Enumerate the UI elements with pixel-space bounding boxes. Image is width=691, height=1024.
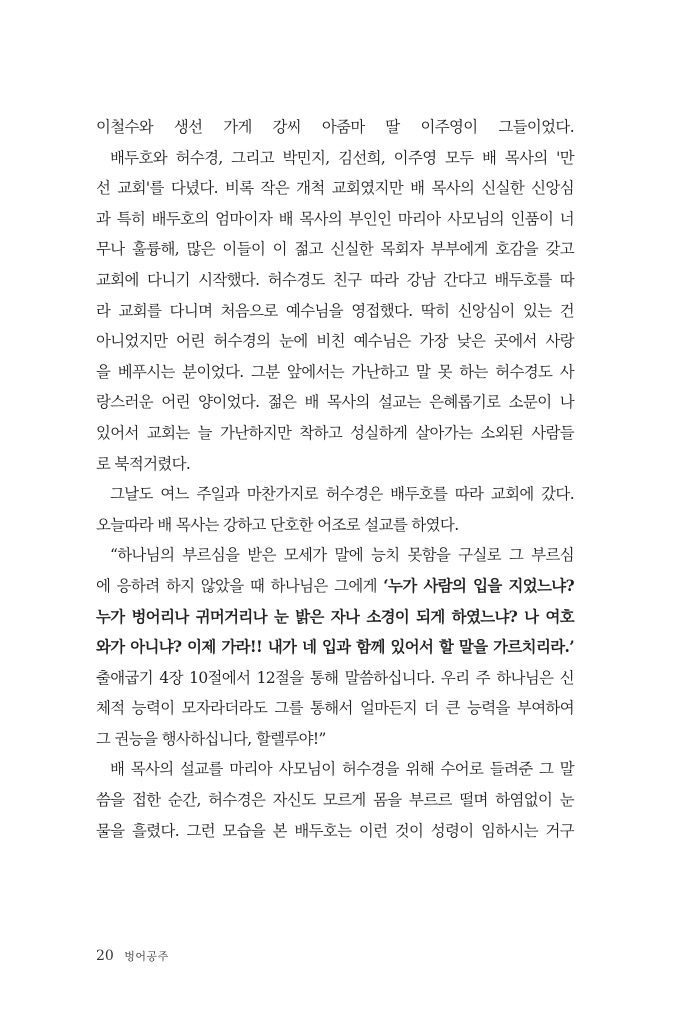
text-line: 랑스러운 어린 양이었다. 젊은 배 목사의 설교는 은혜롭기로 소문이 나 (96, 393, 574, 412)
text-line: 교회에 다니기 시작했다. 허수경도 친구 따라 강남 간다고 배두호를 따 (96, 270, 574, 289)
quote-start-line: “하나님의 부르심을 받은 모세가 말에 능치 못함을 구실로 그 부르심 (110, 546, 574, 565)
text-line: 무나 훌륭해, 많은 이들이 이 젊고 신실한 목회자 부부에게 호감을 갖고 (96, 240, 574, 259)
emphasis-line (96, 602, 574, 633)
running-title: 벙어공주 (124, 950, 169, 963)
paragraph-end-line: 오늘따라 배 목사는 강하고 단호한 어조로 설교를 하였다. (96, 515, 459, 534)
paragraph-end-line: 로 북적거렸다. (96, 454, 191, 473)
text-line: 체적 능력이 모자라더라도 그를 통해서 얼마든지 더 큰 능력을 부여하여 (96, 699, 574, 718)
page-footer (96, 948, 169, 964)
paragraph-end-line: 그 권능을 행사하십니다, 할렐루야!” (96, 729, 326, 748)
page-number: 20 (96, 948, 114, 964)
text-line: 이철수와 생선 가게 강씨 아줌마 딸 이주영이 그들이었다. (96, 118, 574, 136)
text-line: 있어서 교회는 늘 가난하지만 착하고 성실하게 살아가는 소외된 사람들 (96, 423, 574, 442)
quote-lead-text: 에 응하려 하지 않았을 때 하나님은 그에게 (96, 576, 384, 595)
text-line: 씀을 접한 순간, 허수경은 자신도 모르게 몸을 부르르 떨며 하염없이 눈 (96, 791, 574, 810)
body-text (96, 112, 574, 846)
paragraph-start-line: 배두호와 허수경, 그리고 박민지, 김선희, 이주영 모두 배 목사의 '만 (110, 148, 574, 167)
text-line: 과 특히 배두호의 엄마이자 배 목사의 부인인 마리아 사모님의 인품이 너 (96, 209, 574, 228)
paragraph-start-line: 배 목사의 설교를 마리아 사모님이 허수경을 위해 수어로 들려준 그 말 (110, 760, 574, 779)
text-line: 아니었지만 어린 허수경의 눈에 비친 예수님은 가장 낮은 곳에서 사랑 (96, 332, 574, 351)
emphasis-text: 와가 아니냐? 이제 가라!! 내가 네 입과 함께 있어서 할 말을 가르치리라.’ (96, 638, 574, 657)
emphasis-text: ‘누가 사람의 입을 지었느냐? (383, 576, 574, 595)
quote-line (96, 571, 574, 602)
paragraph-start-line: 그날도 여느 주일과 마찬가지로 허수경은 배두호를 따라 교회에 갔다. (110, 485, 574, 504)
text-line: 을 베푸시는 분이었다. 그분 앞에서는 가난하고 말 못 하는 허수경도 사 (96, 362, 574, 381)
text-line: 출애굽기 4장 10절에서 12절을 통해 말씀하십니다. 우리 주 하나님은 신 (96, 668, 574, 687)
emphasis-text: 누가 벙어리나 귀머거리나 눈 밝은 자나 소경이 되게 하였느냐? 나 여호 (96, 607, 574, 626)
text-line: 라 교회를 다니며 처음으로 예수님을 영접했다. 딱히 신앙심이 있는 건 (96, 301, 574, 320)
text-line: 선 교회'를 다녔다. 비록 작은 개척 교회였지만 배 목사의 신실한 신앙심 (96, 179, 574, 198)
text-line: 물을 흘렸다. 그런 모습을 본 배두호는 이런 것이 성령이 임하시는 거구 (96, 821, 574, 840)
emphasis-line (96, 632, 574, 663)
